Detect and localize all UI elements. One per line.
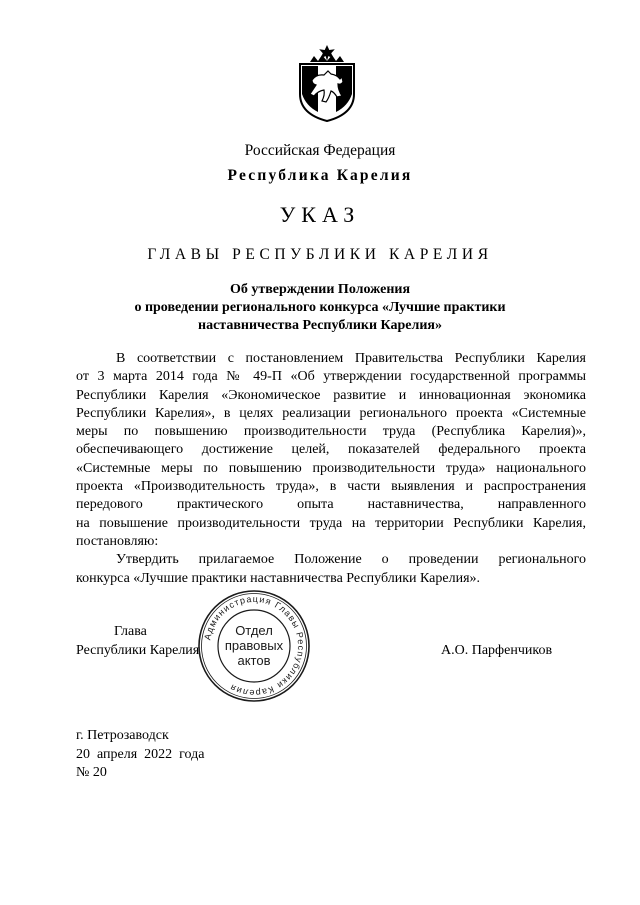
body-line: Утвердить прилагаемое Положение о проведении регионального [116,552,586,568]
signatory-title: Глава [114,624,147,639]
body-line: обеспечивающего достижение целей, показателей федерального проекта [76,442,586,458]
signatory-title: Республики Карелия [76,643,200,658]
decree-body [76,350,586,588]
stamp-line: Отдел [235,623,273,638]
stamp-line: актов [237,653,271,668]
decree-number: № 20 [76,765,107,780]
body-line: меры по повышению производительности труда (Республика Карелия)», [76,424,586,440]
country-name: Российская Федерация [244,142,396,159]
document-footer [76,727,205,783]
body-line: передового практического опыта наставничества, направленного [76,497,586,513]
body-line [76,350,586,368]
stamp-line: правовых [224,638,284,653]
karelia-coat-of-arms-icon [296,44,358,122]
stamp-ring-text: Администрация Главы Республики Карелия [202,593,307,699]
subject-line: наставничества Республики Карелия» [198,318,442,333]
body-line: постановляю: [76,533,159,549]
issue-date: 20 апреля 2022 года [76,746,205,762]
body-line: проекта «Производительность труда», в части выявления и распространения [76,479,586,495]
body-line: Республики Карелия», в целях реализации регионального проекта «Системные [76,405,586,421]
issue-city: г. Петрозаводск [76,728,169,743]
body-line: конкурса «Лучшие практики наставничества Республики Карелия». [76,570,481,586]
body-line: «Системные меры по повышению производительности труда» национального [76,460,586,476]
body-line-text: В соответствии с постановлением Правительства Республики Карелия [116,351,586,366]
signatory-name: А.О. Парфенчиков [441,643,553,658]
official-stamp [196,588,312,704]
paragraph-basis [76,350,586,551]
body-line: Республики Карелия «Экономическое развитие и инновационная экономика [76,387,586,403]
paragraph-resolution [76,551,586,588]
republic-name: Республика Карелия [227,167,413,184]
document-type: УКАЗ [279,202,361,227]
issuer-heading: ГЛАВЫ РЕСПУБЛИКИ КАРЕЛИЯ [147,246,493,263]
body-line: на повышение производительности труда на территории Республики Карелия, [76,515,586,531]
subject-line: о проведении регионального конкурса «Лучшие практики [134,300,506,315]
subject-line: Об утверждении Положения [229,282,411,297]
body-line: от 3 марта 2014 года № 49-П «Об утверждении государственной программы [76,369,586,385]
decree-subject [0,281,640,335]
